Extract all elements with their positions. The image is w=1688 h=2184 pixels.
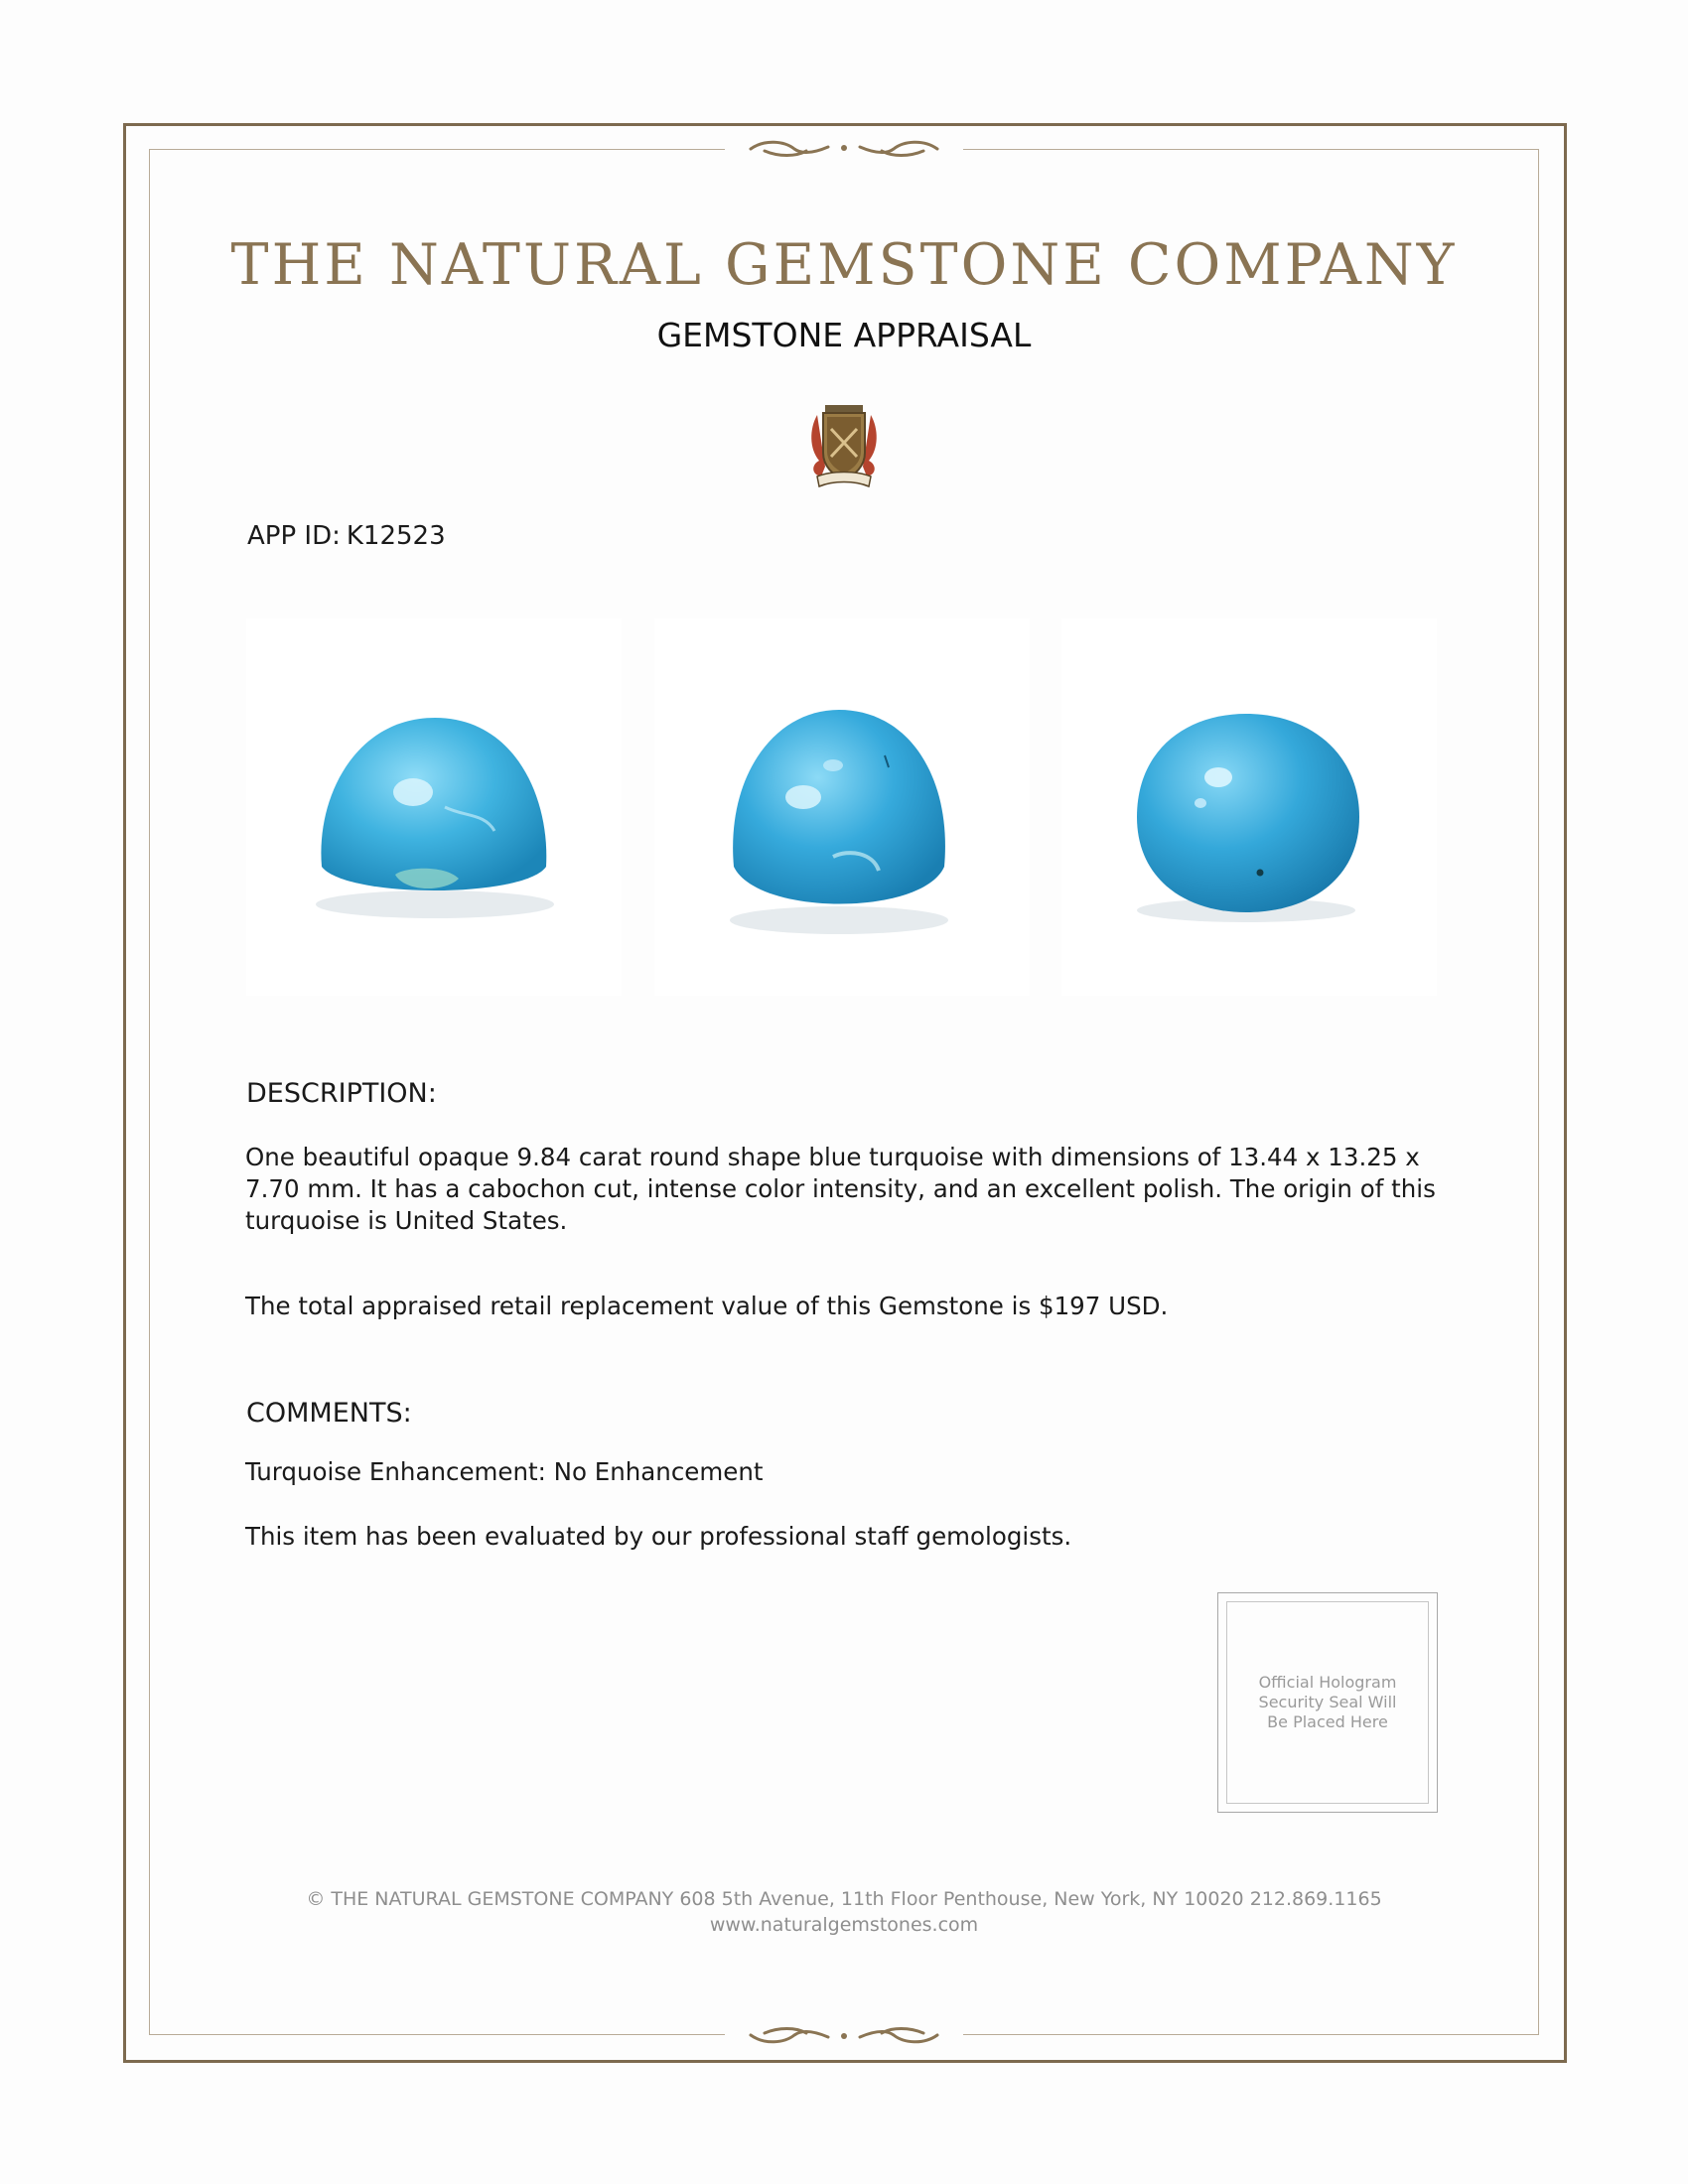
evaluation-comment: This item has been evaluated by our professional staff gemologists.: [245, 1522, 1072, 1551]
comments-heading: COMMENTS:: [246, 1398, 412, 1429]
app-id-label: APP ID:: [247, 521, 341, 551]
document-title: GEMSTONE APPRAISAL: [656, 316, 1032, 354]
appraised-value: The total appraised retail replacement value of this Gemstone is $197 USD.: [245, 1292, 1169, 1320]
gemstone-photo-2: [654, 618, 1030, 996]
app-id: [247, 521, 452, 551]
footer-address: © THE NATURAL GEMSTONE COMPANY 608 5th Avenue, 11th Floor Penthouse, New York, NY 10020 212.869.1165: [306, 1888, 1382, 1910]
footer-website: www.naturalgemstones.com: [709, 1914, 979, 1936]
hologram-seal-placeholder: [1217, 1592, 1438, 1813]
gemstone-photo-1: [246, 618, 622, 996]
seal-text: Official Hologram Security Seal Will Be Placed Here: [1258, 1673, 1397, 1731]
gemstone-photo-3: [1061, 618, 1437, 996]
enhancement-comment: Turquoise Enhancement: No Enhancement: [245, 1457, 764, 1486]
company-crest-icon: [803, 401, 885, 492]
app-id-value: K12523: [346, 521, 446, 551]
description-text: One beautiful opaque 9.84 carat round shape blue turquoise with dimensions of 13.44 x 13.25 x 7.70 mm. It has a cabochon cut, intense color intensity, and an excellent polish. The origin of this turquoise is United States.: [245, 1143, 1436, 1235]
hologram-seal-inner: [1226, 1601, 1429, 1804]
top-flourish-ornament: [745, 137, 943, 161]
description-heading: DESCRIPTION:: [246, 1078, 437, 1109]
bottom-flourish-ornament: [745, 2023, 943, 2047]
company-name: THE NATURAL GEMSTONE COMPANY: [230, 232, 1458, 298]
